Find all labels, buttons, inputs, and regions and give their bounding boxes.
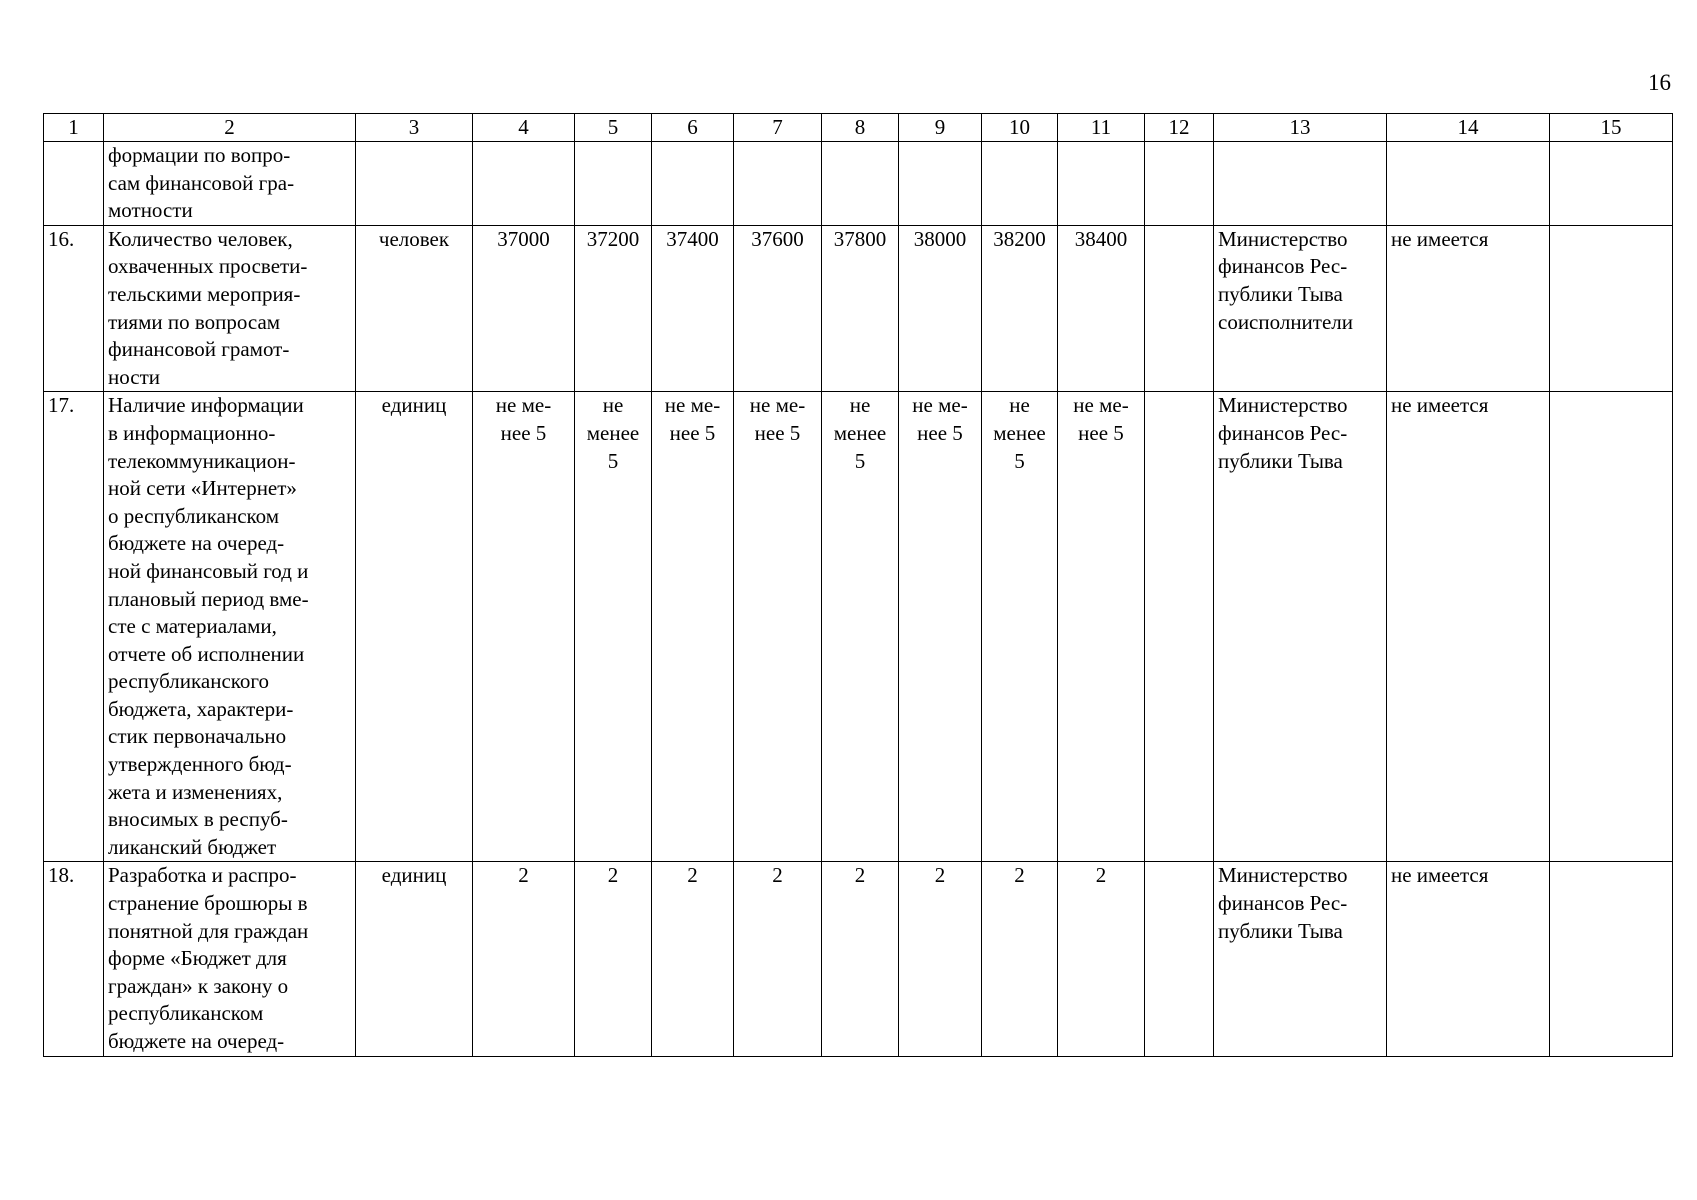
unit-cell: единиц [356, 392, 473, 862]
text-line: Количество человек, [108, 226, 293, 251]
col15-cell [1550, 142, 1673, 226]
executor-cell [1214, 225, 1387, 392]
table-row [44, 142, 1673, 226]
col12-cell [1145, 392, 1214, 862]
value-cell-col5 [575, 392, 652, 862]
indicator-name-cell [104, 862, 356, 1056]
unit-cell: единиц [356, 862, 473, 1056]
col14-cell: не имеется [1387, 862, 1550, 1056]
text-line: ности [108, 364, 160, 389]
text-line: форме «Бюджет для [108, 946, 287, 971]
text-line: тиями по вопросам [108, 309, 281, 334]
value-cell-col10 [982, 862, 1058, 1056]
text-line: не [849, 393, 871, 418]
value-cell-col5 [575, 142, 652, 226]
value-cell-col11 [1058, 392, 1145, 862]
text-line: республиканском [108, 1001, 264, 1026]
text-line: ной сети «Интернет» [108, 476, 297, 501]
indicator-name-cell [104, 225, 356, 392]
text-line: странение брошюры в [108, 891, 308, 916]
column-number-2: 2 [104, 114, 356, 142]
text-line: 2 [1014, 863, 1025, 888]
text-line: утвержденного бюд- [108, 752, 292, 777]
text-line: не [602, 393, 624, 418]
text-line: Министерство [1218, 226, 1348, 251]
text-line: 2 [1095, 863, 1107, 888]
text-line: соисполнители [1218, 309, 1354, 334]
text-line: ной финансовый год и [108, 558, 309, 583]
value-cell-col9 [899, 142, 982, 226]
text-line: 2 [854, 863, 866, 888]
text-line: республиканского [108, 669, 269, 694]
text-line: бюджете на очеред- [108, 1029, 285, 1053]
column-number-3: 3 [356, 114, 473, 142]
row-number-cell: 16. [44, 225, 104, 392]
value-cell-col4 [473, 392, 575, 862]
text-line: нее 5 [669, 420, 716, 445]
text-line: отчете об исполнении [108, 641, 305, 666]
table-row [44, 225, 1673, 392]
row-number-cell: 17. [44, 392, 104, 862]
text-line: жета и изменениях, [108, 779, 283, 804]
text-line: не ме- [1073, 393, 1129, 418]
text-line: мотности [108, 198, 193, 223]
value-cell-col10 [982, 392, 1058, 862]
text-line: не ме- [912, 393, 968, 418]
value-cell-col6 [652, 142, 734, 226]
column-number-7: 7 [734, 114, 822, 142]
value-cell-col5 [575, 862, 652, 1056]
indicator-name-cell [104, 142, 356, 226]
value-cell-col4 [473, 142, 575, 226]
col12-cell [1145, 862, 1214, 1056]
column-number-12: 12 [1145, 114, 1214, 142]
text-line: Наличие информации [108, 393, 304, 418]
text-line: 2 [772, 863, 783, 888]
text-line: финансов Рес- [1218, 254, 1348, 279]
column-number-14: 14 [1387, 114, 1550, 142]
text-line: 2 [518, 863, 529, 888]
value-cell-col8 [822, 142, 899, 226]
text-line: финансов Рес- [1218, 420, 1348, 445]
unit-cell [356, 142, 473, 226]
col15-cell [1550, 225, 1673, 392]
value-cell-col8 [822, 392, 899, 862]
text-line: телекоммуникацион- [108, 448, 296, 473]
value-cell-col7 [734, 392, 822, 862]
value-cell-col5 [575, 225, 652, 392]
value-cell-col4 [473, 862, 575, 1056]
col15-cell [1550, 392, 1673, 862]
value-cell-col11 [1058, 862, 1145, 1056]
value-cell-col10 [982, 142, 1058, 226]
text-line: публики Тыва [1218, 918, 1343, 943]
col12-cell [1145, 225, 1214, 392]
text-line: нее 5 [917, 420, 963, 445]
col14-cell: не имеется [1387, 392, 1550, 862]
text-line: граждан» к закону о [108, 973, 289, 998]
executor-cell [1214, 392, 1387, 862]
text-line: нее 5 [1078, 420, 1124, 445]
column-number-9: 9 [899, 114, 982, 142]
text-line: 37000 [497, 226, 550, 251]
value-cell-col7 [734, 862, 822, 1056]
text-line: тельскими мероприя- [108, 281, 301, 306]
text-line: бюджете на очеред- [108, 531, 285, 556]
text-line: понятной для граждан [108, 918, 309, 943]
text-line: 37400 [666, 226, 719, 251]
value-cell-col8 [822, 862, 899, 1056]
page-number: 16 [1648, 70, 1671, 95]
executor-cell [1214, 142, 1387, 226]
col12-cell [1145, 142, 1214, 226]
row-number-cell [44, 142, 104, 226]
text-line: о республиканском [108, 503, 280, 528]
text-line: стик первоначально [108, 724, 287, 749]
table-row [44, 392, 1673, 862]
value-cell-col11 [1058, 225, 1145, 392]
text-line: плановый период вме- [108, 586, 309, 611]
text-line: вносимых в респуб- [108, 807, 288, 832]
text-line: нее 5 [500, 420, 547, 445]
text-line: Министерство [1218, 393, 1348, 418]
text-line: в информационно- [108, 420, 276, 445]
text-line: менее [993, 420, 1046, 445]
text-line: не [1009, 393, 1030, 418]
column-number-13: 13 [1214, 114, 1387, 142]
value-cell-col10 [982, 225, 1058, 392]
column-number-15: 15 [1550, 114, 1673, 142]
text-line: бюджета, характери- [108, 696, 294, 721]
value-cell-col7 [734, 142, 822, 226]
value-cell-col6 [652, 392, 734, 862]
value-cell-col6 [652, 862, 734, 1056]
text-line: 37600 [751, 226, 804, 251]
value-cell-col4 [473, 225, 575, 392]
column-number-10: 10 [982, 114, 1058, 142]
text-line: 5 [607, 448, 619, 473]
text-line: Министерство [1218, 863, 1348, 888]
text-line: ликанский бюджет [108, 834, 277, 859]
value-cell-col9 [899, 392, 982, 862]
unit-cell: человек [356, 225, 473, 392]
text-line: публики Тыва [1218, 448, 1343, 473]
text-line: финансов Рес- [1218, 891, 1348, 916]
column-number-8: 8 [822, 114, 899, 142]
text-line: Разработка и распро- [108, 863, 297, 888]
column-number-4: 4 [473, 114, 575, 142]
text-line: 2 [934, 863, 946, 888]
value-cell-col9 [899, 225, 982, 392]
text-line: формации по вопро- [108, 143, 291, 167]
col14-cell [1387, 142, 1550, 226]
text-line: 37800 [833, 226, 887, 251]
text-line: не ме- [664, 393, 721, 418]
value-cell-col8 [822, 225, 899, 392]
text-line: 5 [854, 448, 866, 473]
text-line: менее [586, 420, 640, 445]
text-line: 38000 [913, 226, 967, 251]
text-line: не ме- [495, 393, 552, 418]
value-cell-col9 [899, 862, 982, 1056]
text-line: публики Тыва [1218, 281, 1343, 306]
col15-cell [1550, 862, 1673, 1056]
value-cell-col6 [652, 225, 734, 392]
text-line: не ме- [749, 393, 806, 418]
indicator-name-cell [104, 392, 356, 862]
text-line: 38400 [1074, 226, 1128, 251]
text-line: сам финансовой гра- [108, 170, 295, 195]
text-line: 38200 [993, 226, 1046, 251]
col14-cell: не имеется [1387, 225, 1550, 392]
indicators-table [43, 113, 1673, 1057]
text-line: нее 5 [754, 420, 801, 445]
column-number-1: 1 [44, 114, 104, 142]
text-line: 37200 [586, 226, 640, 251]
text-line: 5 [1014, 448, 1025, 473]
value-cell-col11 [1058, 142, 1145, 226]
value-cell-col7 [734, 225, 822, 392]
table-row [44, 862, 1673, 1056]
column-number-5: 5 [575, 114, 652, 142]
column-number-11: 11 [1058, 114, 1145, 142]
text-line: 2 [687, 863, 698, 888]
column-number-row [44, 114, 1673, 142]
executor-cell [1214, 862, 1387, 1056]
text-line: сте с материалами, [108, 614, 277, 639]
text-line: финансовой грамот- [108, 337, 290, 362]
text-line: менее [833, 420, 887, 445]
text-line: охваченных просвети- [108, 254, 308, 279]
text-line: 2 [607, 863, 619, 888]
column-number-6: 6 [652, 114, 734, 142]
row-number-cell: 18. [44, 862, 104, 1056]
